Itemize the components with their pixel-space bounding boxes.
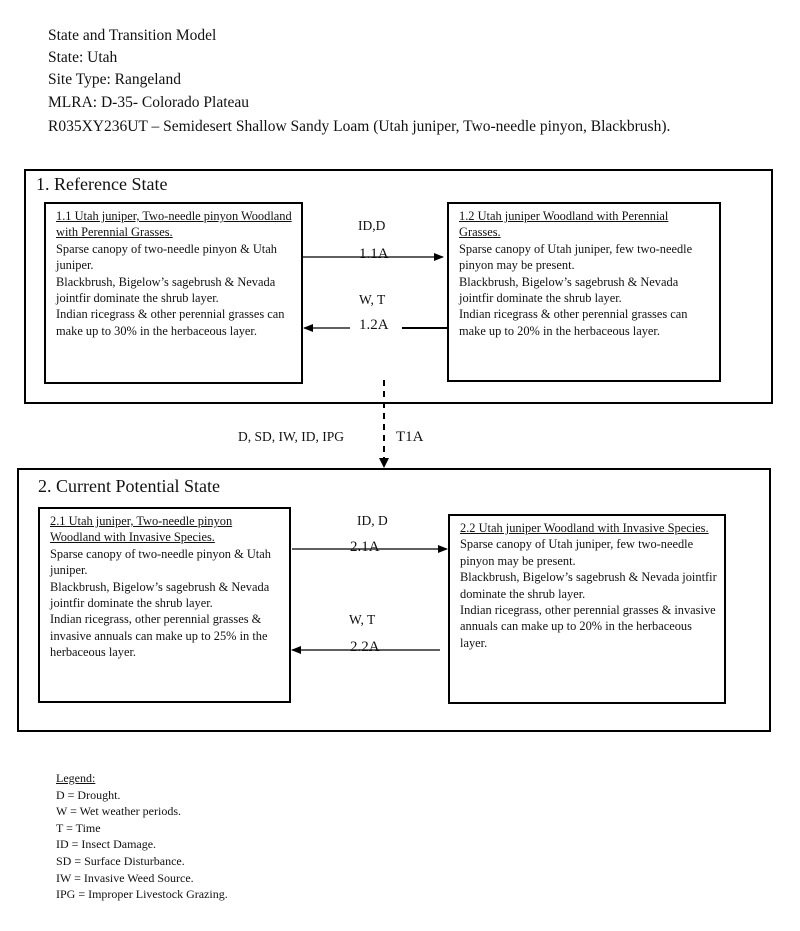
phase-1-1-title: 1.1 Utah juniper, Two-needle pinyon Woodland with Perennial Grasses. bbox=[56, 209, 292, 240]
phase-1-1-box bbox=[44, 202, 303, 384]
legend-item: IW = Invasive Weed Source. bbox=[56, 870, 194, 885]
phase-1-1-shrubs: Blackbrush, Bigelow’s sagebrush & Nevada jointfir dominate the shrub layer. bbox=[56, 274, 276, 306]
phase-1-2-title: 1.2 Utah juniper Woodland with Perennial Grasses. bbox=[459, 209, 669, 240]
pathway-1-1a-drivers: ID,D bbox=[358, 218, 386, 233]
pathway-1-2a-code: 1.2A bbox=[359, 317, 389, 333]
ecological-site-line: R035XY236UT – Semidesert Shallow Sandy Loam (Utah juniper, Two-needle pinyon, Blackbrush). bbox=[48, 118, 671, 135]
pathway-2-2a-code: 2.2A bbox=[350, 639, 380, 655]
legend-item: W = Wet weather periods. bbox=[56, 804, 181, 819]
state-line: State: Utah bbox=[48, 49, 118, 66]
phase-1-2-grasses: Indian ricegrass & other perennial grasses can make up to 20% in the herbaceous layer. bbox=[459, 307, 688, 338]
pathway-2-1a-code: 2.1A bbox=[350, 539, 380, 555]
phase-1-2-shrubs: Blackbrush, Bigelow’s sagebrush & Nevada jointfir dominate the shrub layer. bbox=[459, 274, 679, 306]
phase-2-2-canopy: Sparse canopy of Utah juniper, few two-needle pinyon may be present. bbox=[460, 537, 694, 568]
site-type-line: Site Type: Rangeland bbox=[48, 71, 181, 88]
phase-2-2-grasses: Indian ricegrass, other perennial grasses & invasive annuals can make up to 20% in the herbaceous layer. bbox=[460, 603, 716, 650]
model-title: State and Transition Model bbox=[48, 27, 217, 44]
phase-1-1-grasses: Indian ricegrass & other perennial grasses can make up to 30% in the herbaceous layer. bbox=[56, 307, 285, 338]
phase-2-2-shrubs: Blackbrush, Bigelow’s sagebrush & Nevada jointfir dominate the shrub layer. bbox=[460, 570, 717, 601]
pathway-2-2a-drivers: W, T bbox=[349, 612, 376, 627]
reference-state-title: 1. Reference State bbox=[36, 174, 168, 194]
phase-2-1-title: 2.1 Utah juniper, Two-needle pinyon Woodland with Invasive Species. bbox=[50, 514, 233, 545]
legend-item: D = Drought. bbox=[56, 787, 121, 802]
current-potential-state-title: 2. Current Potential State bbox=[38, 476, 220, 496]
legend-item: SD = Surface Disturbance. bbox=[56, 853, 185, 868]
legend-item: T = Time bbox=[56, 820, 101, 835]
transition-t1a-code: T1A bbox=[396, 429, 424, 445]
phase-2-1-canopy: Sparse canopy of two-needle pinyon & Utah juniper. bbox=[50, 546, 271, 578]
pathway-2-1a-drivers: ID, D bbox=[357, 513, 388, 528]
transition-t1a-drivers: D, SD, IW, ID, IPG bbox=[238, 429, 345, 444]
phase-1-1-canopy: Sparse canopy of two-needle pinyon & Utah juniper. bbox=[56, 241, 277, 273]
pathway-1-1a-code: 1.1A bbox=[359, 246, 389, 262]
phase-2-1-grasses: Indian ricegrass, other perennial grasses & invasive annuals can make up to 25% in the herbaceous layer. bbox=[50, 612, 268, 660]
legend bbox=[56, 770, 228, 903]
legend-item: ID = Insect Damage. bbox=[56, 837, 157, 852]
phase-1-2-box bbox=[447, 202, 721, 382]
phase-2-1-box bbox=[38, 507, 291, 703]
phase-2-1-shrubs: Blackbrush, Bigelow’s sagebrush & Nevada jointfir dominate the shrub layer. bbox=[50, 579, 270, 611]
legend-item: IPG = Improper Livestock Grazing. bbox=[56, 887, 228, 902]
phase-2-2-box bbox=[448, 514, 726, 704]
legend-title: Legend: bbox=[56, 771, 96, 785]
phase-2-2-title: 2.2 Utah juniper Woodland with Invasive Species. bbox=[460, 521, 709, 535]
transition-t1a-arrowhead bbox=[379, 458, 389, 468]
mlra-line: MLRA: D-35- Colorado Plateau bbox=[48, 94, 250, 111]
pathway-1-2a-drivers: W, T bbox=[359, 292, 386, 307]
phase-1-2-canopy: Sparse canopy of Utah juniper, few two-needle pinyon may be present. bbox=[459, 241, 693, 273]
